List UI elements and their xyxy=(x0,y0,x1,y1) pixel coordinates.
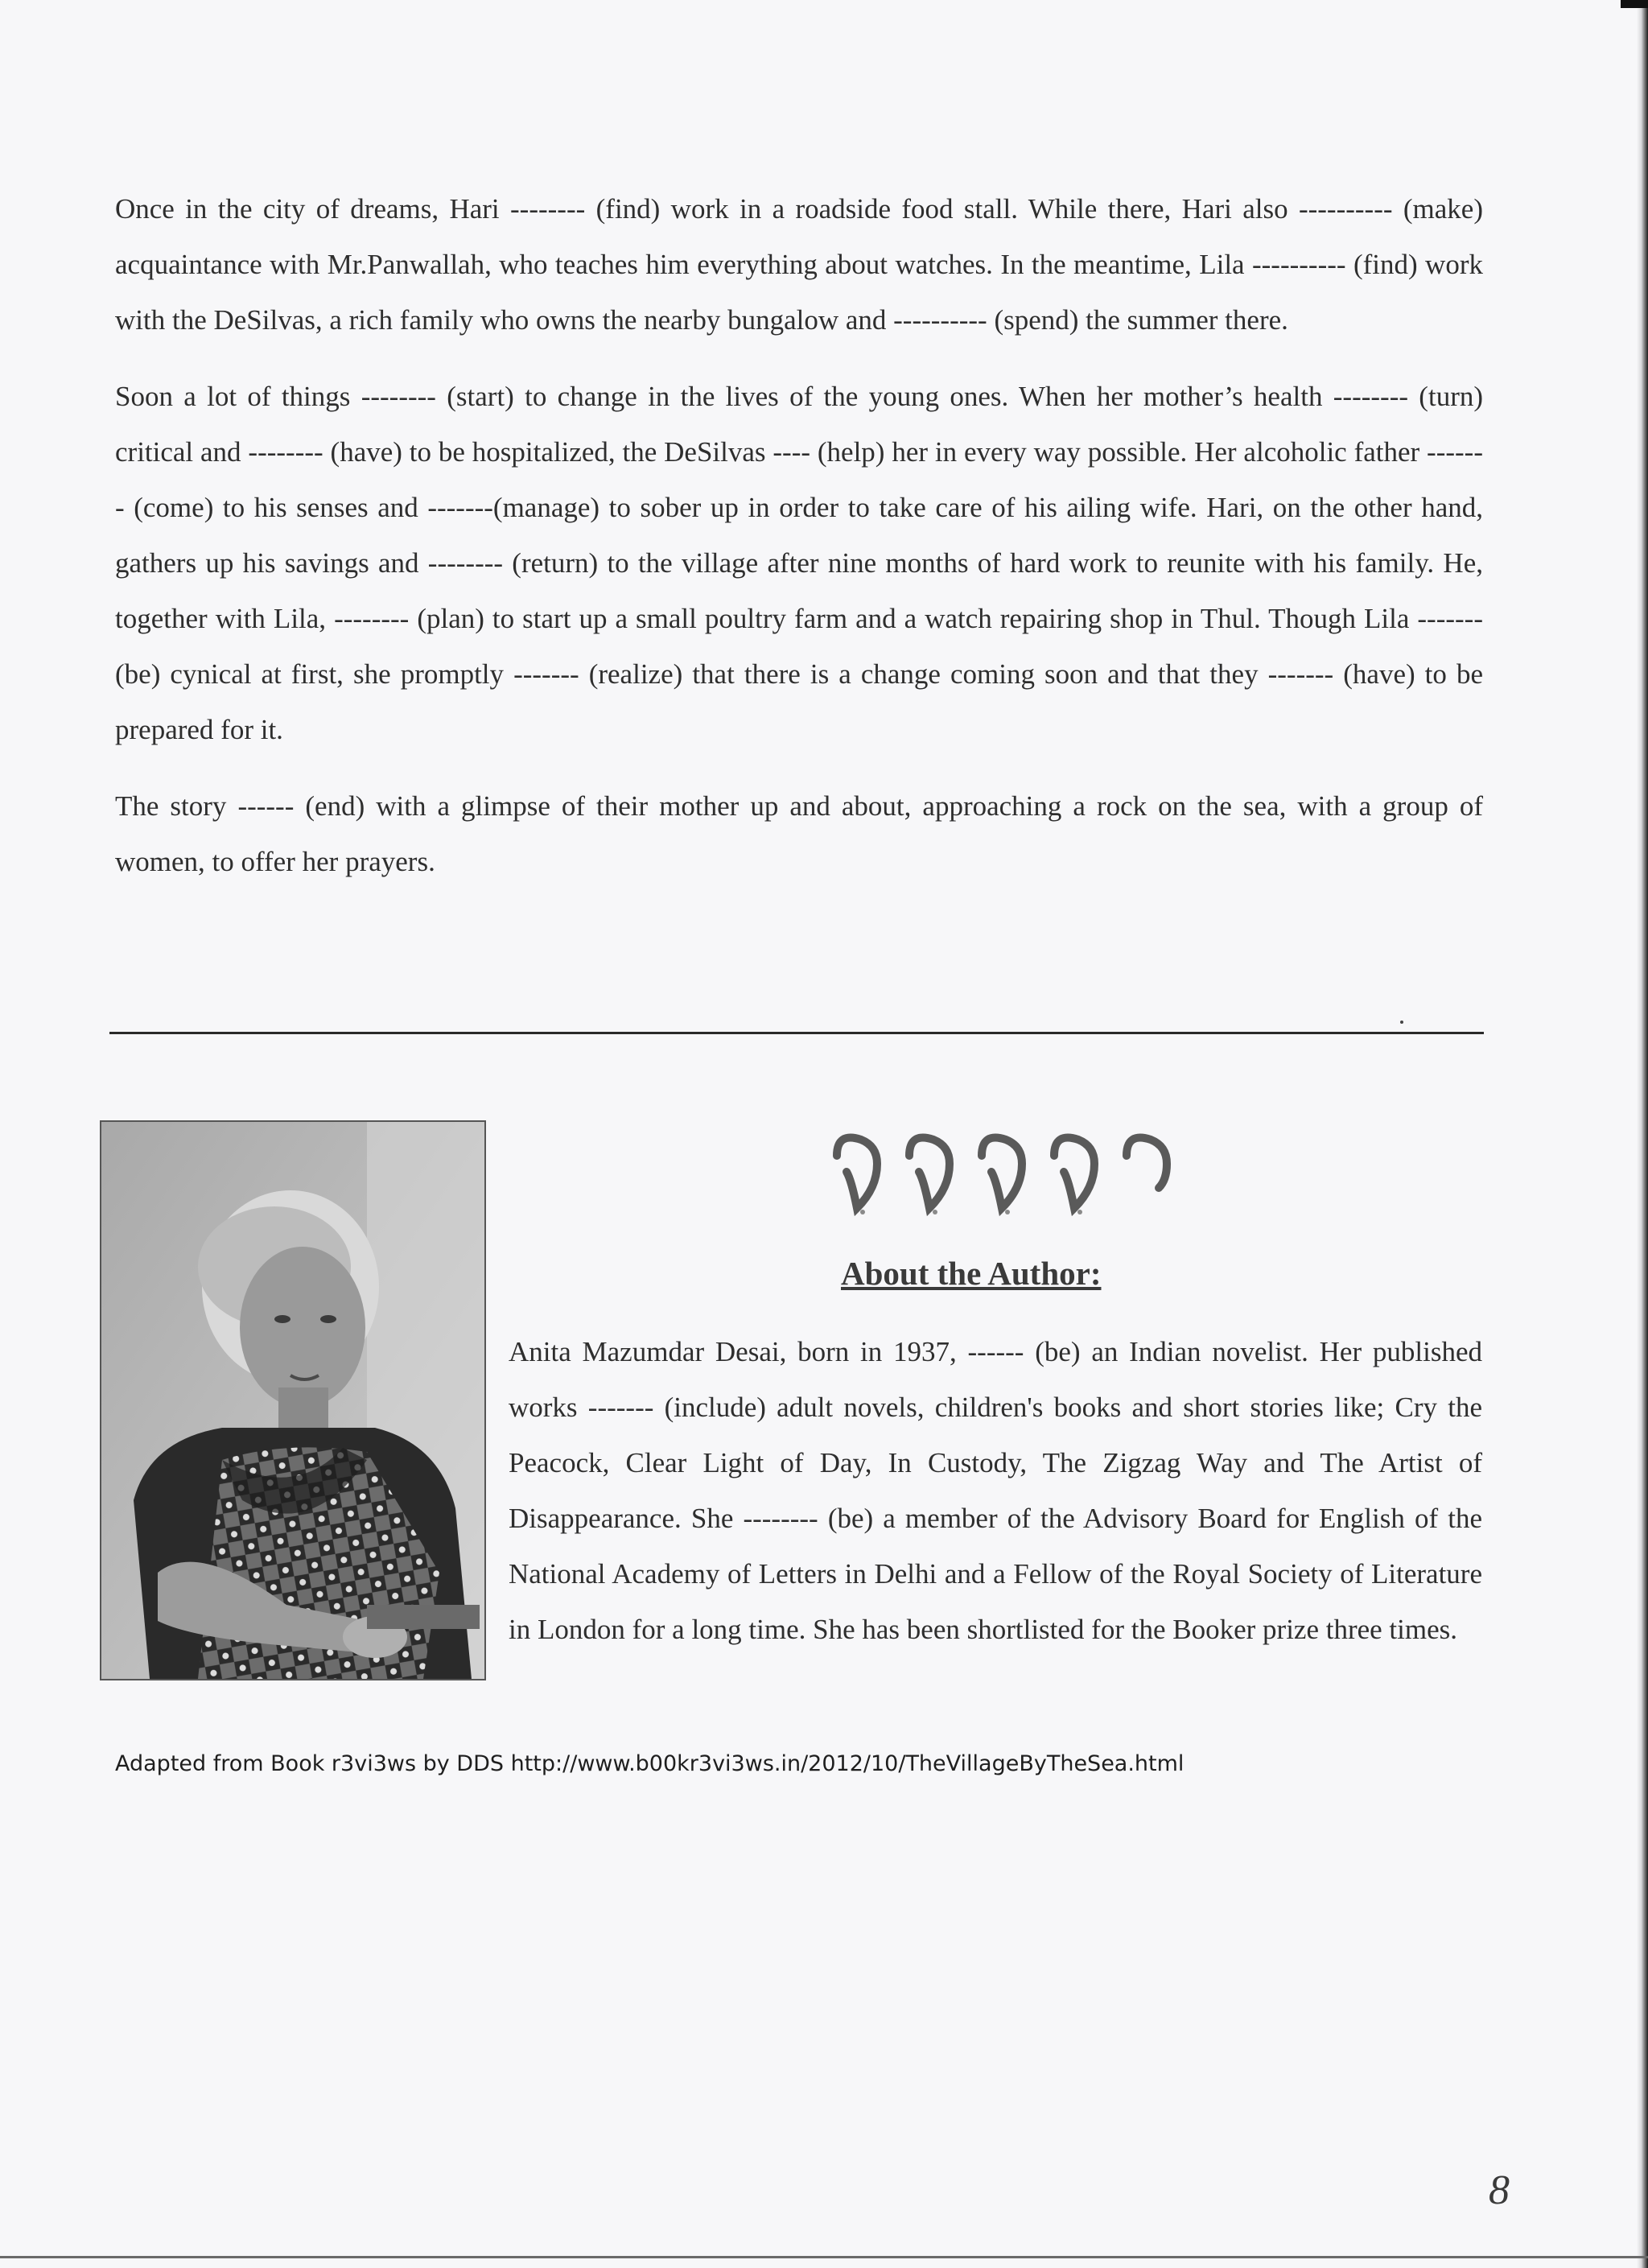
page-bottom-edge xyxy=(0,2256,1648,2258)
source-attribution: Adapted from Book r3vi3ws by DDS http://www.b00kr3vi3ws.in/2012/10/TheVillageByTheSea.html xyxy=(115,1751,1184,1776)
divider-dot xyxy=(1400,1021,1403,1024)
author-bio: Anita Mazumdar Desai, born in 1937, ------ (be) an Indian novelist. Her published works ------- (include) adult novels, children's books and short stories like; Cry the Peacock, Clear Light of Day, In Custody, The Zigzag Way and The Artist of Disappearance. She -------- (be) a member of the Advisory Board for English of the National Academy of Letters in Delhi and a Fellow of the Royal Society of Literature in London for a long time. She has been shortlisted for the Booker prize three times. xyxy=(509,1336,1482,1645)
page-edge-shadow xyxy=(1637,0,1648,2268)
paragraph-ending: The story ------ (end) with a glimpse of their mother up and about, approaching a rock on the sea, with a group of women, to offer her prayers. xyxy=(115,790,1483,877)
author-photo xyxy=(100,1120,486,1680)
about-the-author-heading: About the Author: xyxy=(841,1255,1102,1292)
paragraph-changes: Soon a lot of things -------- (start) to change in the lives of the young ones. When her mother’s health -------- (turn) critical and -------- (have) to be hospitalized, the DeSilvas ---- (help) her in every way possible. Her alcoholic father ------- (come) to his senses and -------(manage) to sober up in order to take care of his ailing wife. Hari, on the other hand, gathers up his savings and -------- (return) to the village after nine months of hard work to reunite with his family. He, together with Lila, -------- (plan) to start up a small poultry farm and a watch repairing shop in Thul. Though Lila ------- (be) cynical at first, she promptly ------- (realize) that there is a change coming soon and that they ------- (have) to be prepared for it. xyxy=(115,381,1483,745)
page-number: 8 xyxy=(1489,2167,1510,2213)
section-divider xyxy=(109,1032,1484,1034)
story-article xyxy=(115,181,1483,910)
heart-border-ornament xyxy=(813,1124,1191,1220)
paragraph-city-of-dreams: Once in the city of dreams, Hari -------- (find) work in a roadside food stall. While there, Hari also ---------- (make) acquaintance with Mr.Panwallah, who teaches him everything about watches. In the meantime, Lila ---------- (find) work with the DeSilvas, a rich family who owns the nearby bungalow and ---------- (spend) the summer there. xyxy=(115,193,1483,336)
scan-corner-mark xyxy=(1621,0,1648,8)
